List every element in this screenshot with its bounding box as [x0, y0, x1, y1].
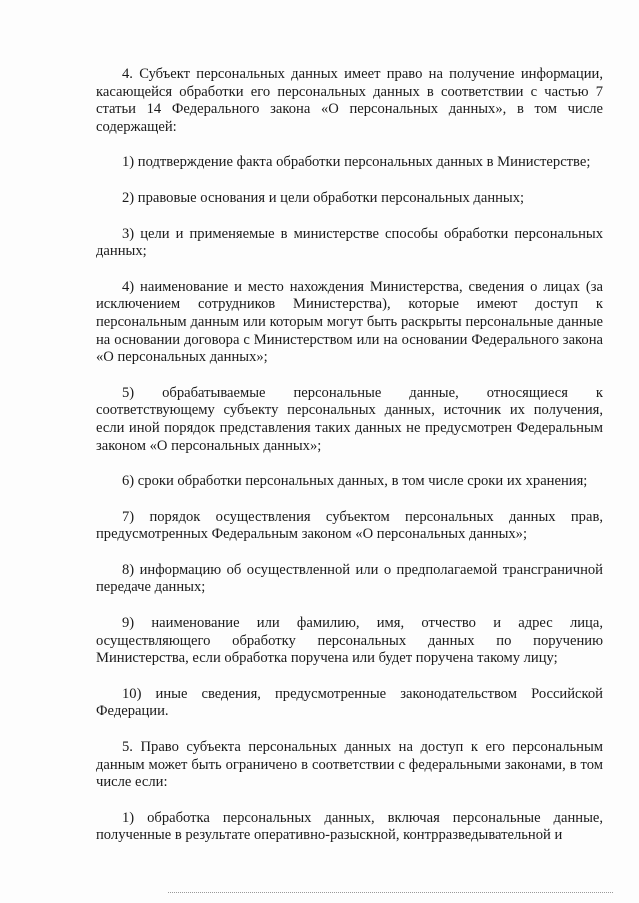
list-item-10-other-info: 10) иные сведения, предусмотренные законодательством Российской Федерации. [96, 685, 603, 720]
list-item-2-legal-grounds: 2) правовые основания и цели обработки персональных данных; [122, 189, 525, 206]
list-item-4-ministry-location: 4) наименование и место нахождения Министерства, сведения о лицах (за исключением сотрудников Министерства), которые имеют доступ к персональным данным или которым могут быть раскрыты персональные данные на основании договора с Министерством или на основании Федерального закона «О персональных данных»; [96, 278, 603, 366]
list-item-9-processor: 9) наименование или фамилию, имя, отчество и адрес лица, осуществляющего обработку персональных данных по поручению Министерства, если обработка поручена или будет поручена такому лицу; [96, 615, 603, 667]
list-item-8-cross-border-transfer: 8) информацию об осуществленной или о предполагаемой трансграничной передаче данных; [96, 561, 603, 596]
list-item-restriction-1: 1) обработка персональных данных, включая персональные данные, полученные в результате оперативно-разыскной, контрразведывательной и [96, 809, 603, 844]
list-item-3-purposes-methods: 3) цели и применяемые в министерстве способы обработки персональных данных; [96, 225, 603, 260]
paragraph-right-to-information: 4. Субъект персональных данных имеет право на получение информации, касающейся обработки его персональных данных в соответствии с частью 7 статьи 14 Федерального закона «О персональных данных», в том числе содержащей: [96, 66, 603, 135]
list-item-7-rights-procedure: 7) порядок осуществления субъектом персональных данных прав, предусмотренных Федеральным законом «О персональных данных»; [96, 508, 603, 543]
bottom-divider [168, 892, 613, 893]
paragraph-access-restriction: 5. Право субъекта персональных данных на доступ к его персональным данным может быть ограничено в соответствии с федеральными законами, в том числе если: [96, 739, 603, 791]
list-item-6-processing-terms: 6) сроки обработки персональных данных, в том числе сроки их хранения; [122, 473, 588, 490]
list-item-5-processed-data: 5) обрабатываемые персональные данные, относящиеся к соответствующему субъекту персональных данных, источник их получения, если иной порядок представления таких данных не предусмотрен Федеральным законом «О персональных данных»; [96, 384, 603, 454]
list-item-1-confirmation: 1) подтверждение факта обработки персональных данных в Министерстве; [122, 154, 591, 171]
